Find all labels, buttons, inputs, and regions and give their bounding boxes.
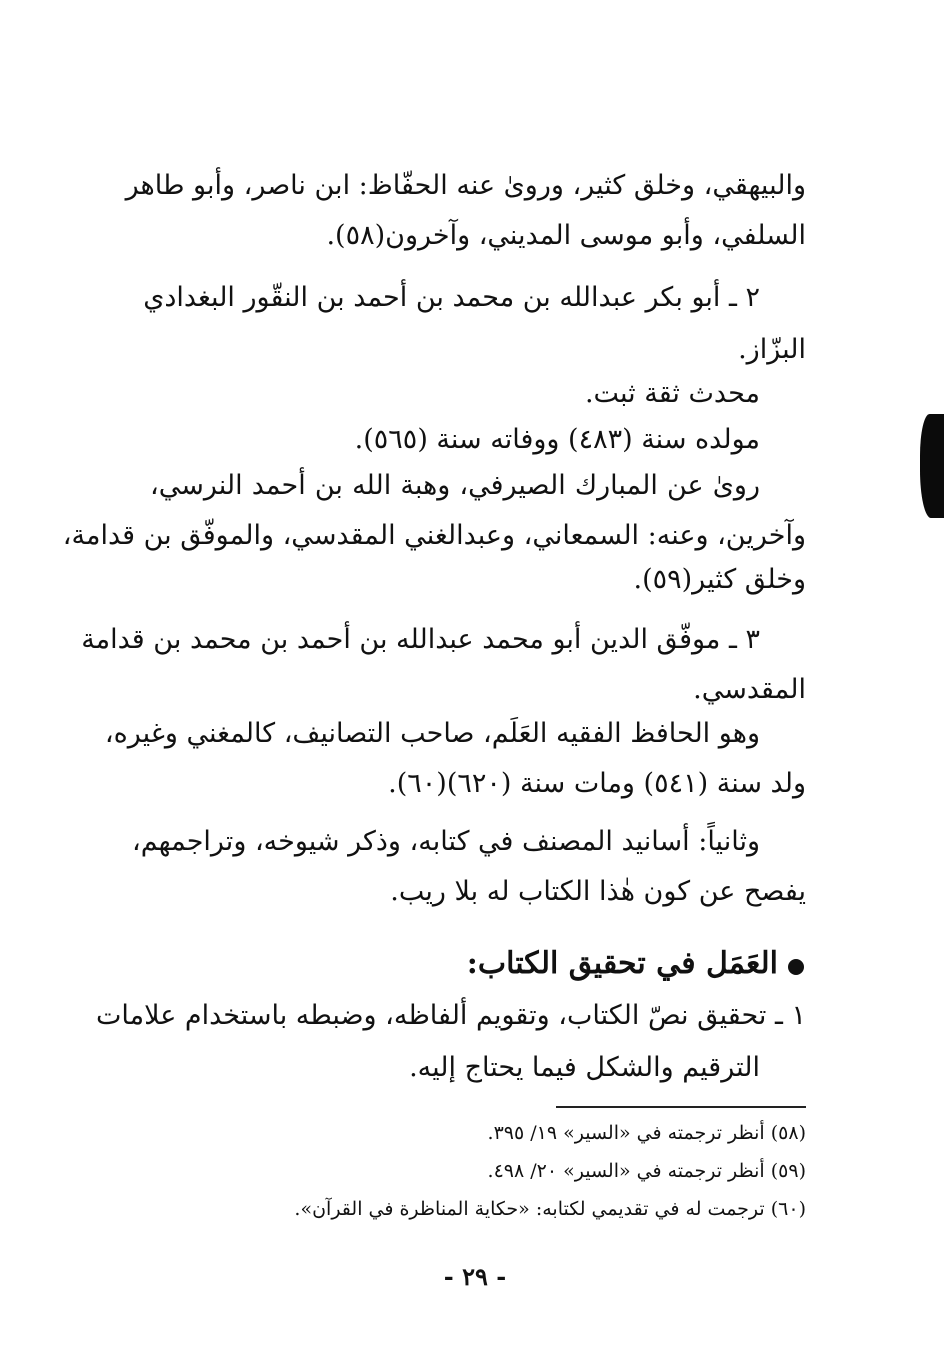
entry-3-dates: ولد سنة (٥٤١) ومات سنة (٦٢٠)(٦٠). bbox=[388, 768, 806, 799]
entry-2-grade: محدث ثقة ثبت. bbox=[584, 378, 760, 409]
footnote-58: (٥٨) أنظر ترجمته في «السير» ١٩/ ٣٩٥. bbox=[487, 1122, 806, 1144]
work-item-1-cont: الترقيم والشكل فيما يحتاج إليه. bbox=[409, 1052, 760, 1083]
entry-3-title: ٣ ـ موفّق الدين أبو محمد عبدالله بن أحمد بن محمد بن قدامة bbox=[81, 624, 760, 655]
entry-3-description: وهو الحافظ الفقيه العَلَم، صاحب التصانيف، كالمغني وغيره، bbox=[104, 718, 760, 749]
footnote-60: (٦٠) ترجمت له في تقديمي لكتابه: «حكاية المناظرة في القرآن». bbox=[294, 1198, 806, 1220]
bullet-icon bbox=[788, 959, 804, 975]
page-number: - ٢٩ - bbox=[443, 1262, 507, 1291]
entry-2-dates: مولده سنة (٤٨٣) ووفاته سنة (٥٦٥). bbox=[354, 424, 760, 455]
body-line-2: السلفي، وأبو موسى المديني، وآخرون(٥٨). bbox=[326, 220, 806, 251]
entry-2-end: وخلق كثير(٥٩). bbox=[633, 564, 806, 595]
second-point: وثانياً: أسانيد المصنف في كتابه، وذكر شيوخه، وتراجمهم، bbox=[131, 826, 760, 857]
work-item-1: ١ ـ تحقيق نصّ الكتاب، وتقويم ألفاظه، وضبطه باستخدام علامات bbox=[95, 1000, 806, 1031]
second-point-cont: يفصح عن كون هٰذا الكتاب له بلا ريب. bbox=[390, 876, 806, 907]
entry-2-title-cont: البزّاز. bbox=[738, 334, 806, 365]
entry-2-narrated: روىٰ عن المبارك الصيرفي، وهبة الله بن أحمد النرسي، bbox=[150, 470, 760, 501]
entry-3-title-cont: المقدسي. bbox=[693, 674, 806, 705]
body-line-1: والبيهقي، وخلق كثير، وروىٰ عنه الحفّاظ: ابن ناصر، وأبو طاهر bbox=[125, 170, 806, 201]
entry-2-students: وآخرين، وعنه: السمعاني، وعبدالغني المقدسي، والموفّق بن قدامة، bbox=[62, 520, 806, 551]
footnote-59: (٥٩) أنظر ترجمته في «السير» ٢٠/ ٤٩٨. bbox=[487, 1160, 806, 1182]
section-heading: العَمَل في تحقيق الكتاب: bbox=[466, 946, 778, 981]
entry-2-title: ٢ ـ أبو بكر عبدالله بن محمد بن أحمد بن النقّور البغدادي bbox=[143, 282, 760, 313]
scan-edge-blot bbox=[920, 414, 944, 518]
footnote-divider bbox=[556, 1106, 806, 1108]
